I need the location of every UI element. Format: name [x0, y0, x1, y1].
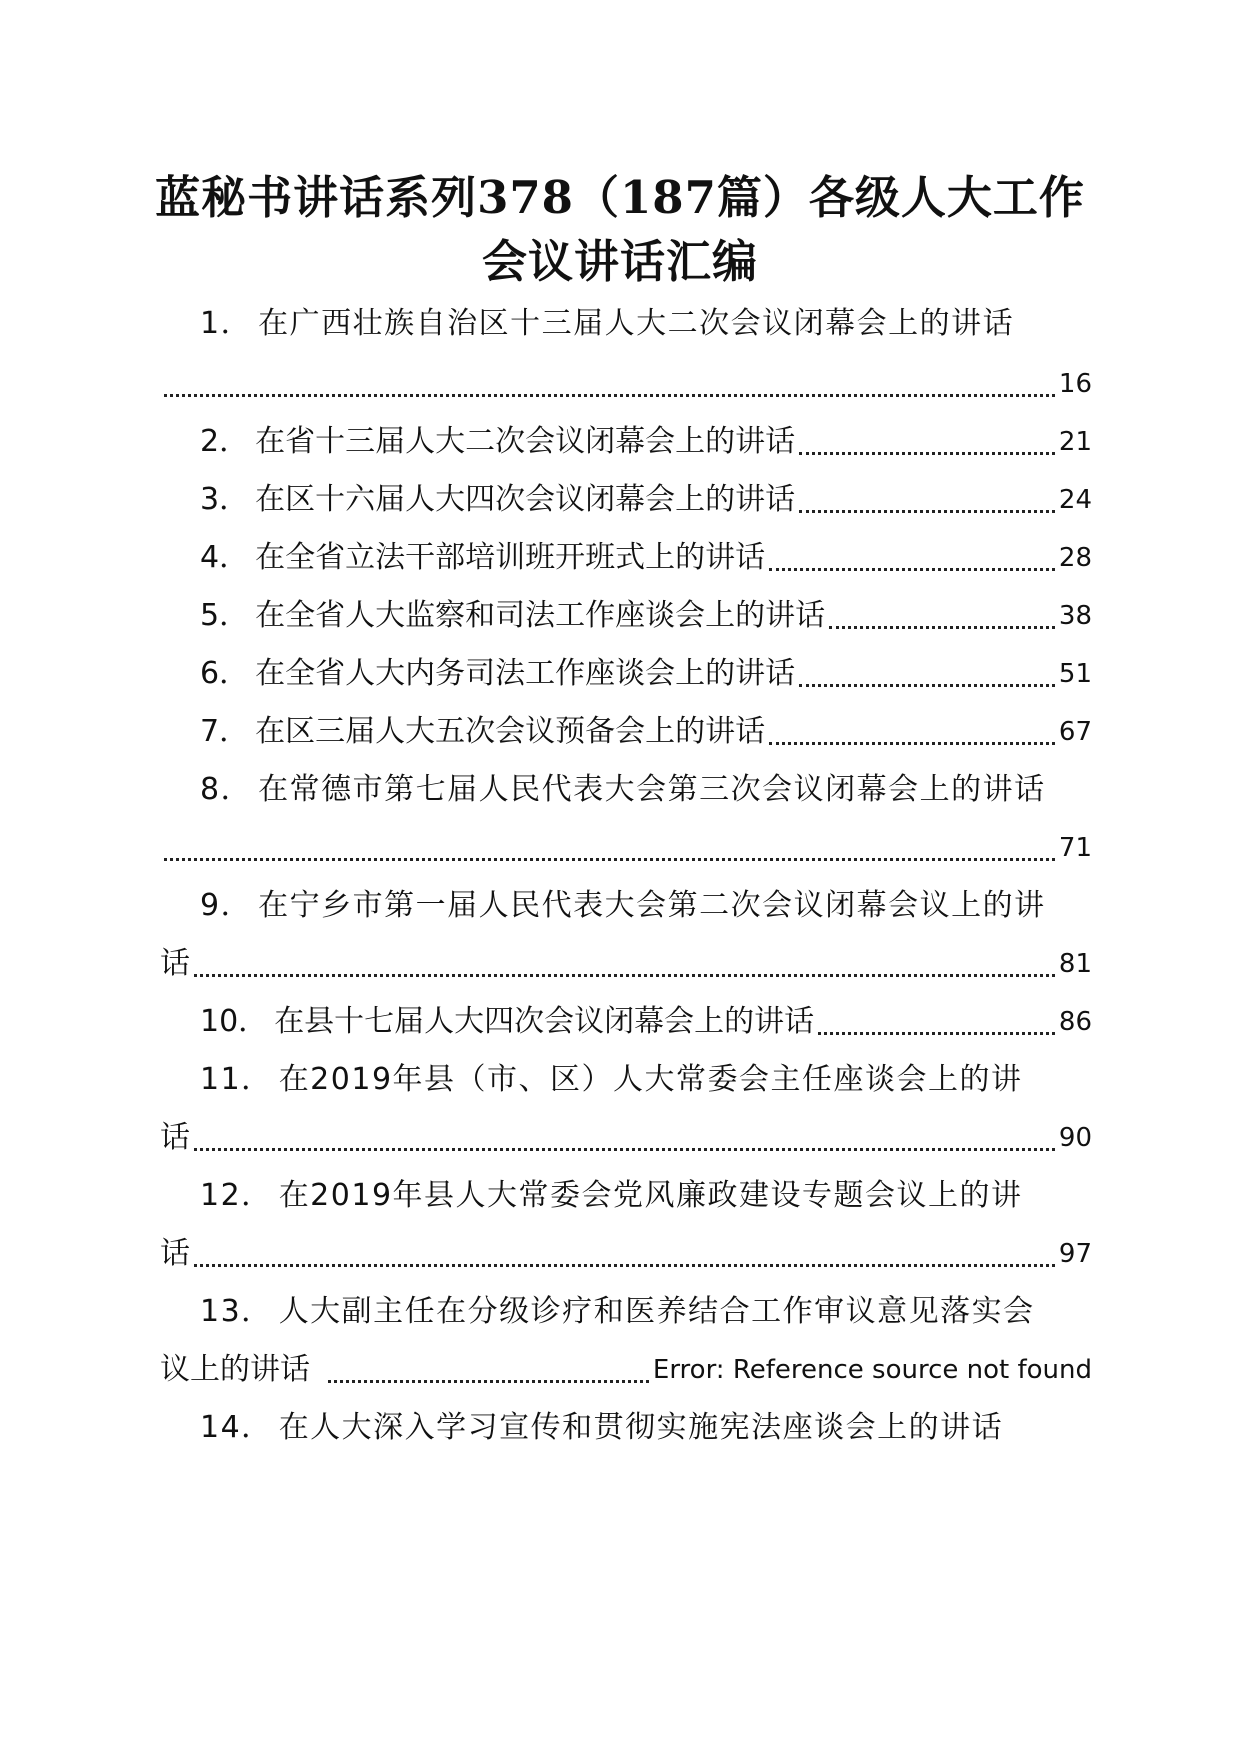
dot-leader — [799, 684, 1055, 687]
toc-entry-number: 10． — [200, 1004, 269, 1039]
toc-entry-2[interactable] — [200, 420, 1092, 464]
toc-entry-7[interactable] — [200, 710, 1092, 754]
toc-entry-title: 在宁乡市第一届人民代表大会第二次会议闭幕会议上的讲 — [258, 888, 1046, 923]
toc-entry-number: 5． — [200, 598, 250, 633]
toc-page-number: 24 — [1058, 485, 1092, 515]
dot-leader — [164, 858, 1055, 861]
toc-entry-number: 7． — [200, 714, 250, 749]
toc-entry-number: 11． — [200, 1062, 273, 1097]
toc-entry-14-title[interactable] — [200, 1406, 1092, 1450]
toc-entry-12-title[interactable] — [200, 1174, 1092, 1218]
toc-entry-9-leader[interactable] — [160, 942, 1092, 986]
toc-entry-8-leader[interactable] — [160, 826, 1092, 870]
toc-entry-8-title[interactable] — [200, 768, 1092, 812]
toc-entry-6[interactable] — [200, 652, 1092, 696]
toc-page-number: 86 — [1058, 1007, 1092, 1037]
dot-leader — [328, 1380, 649, 1383]
toc-page-number: 21 — [1058, 427, 1092, 457]
toc-entry-title: 在省十三届人大二次会议闭幕会上的讲话 — [255, 424, 796, 459]
document-title-line-2: 会议讲话汇编 — [481, 235, 758, 288]
toc-page-number: 28 — [1058, 543, 1092, 573]
toc-entry-title: 在全省人大内务司法工作座谈会上的讲话 — [255, 656, 796, 691]
toc-entry-number: 2． — [200, 424, 250, 459]
toc-entry-number: 13． — [200, 1294, 273, 1329]
dot-leader — [829, 626, 1055, 629]
toc-entry-11-title[interactable] — [200, 1058, 1092, 1102]
toc-page-number: 16 — [1058, 369, 1092, 399]
dot-leader — [194, 974, 1055, 977]
toc-entry-title: 在广西壮族自治区十三届人大二次会议闭幕会上的讲话 — [258, 306, 1015, 341]
toc-entry-title: 在全省立法干部培训班开班式上的讲话 — [255, 540, 766, 575]
toc-entry-number: 4． — [200, 540, 250, 575]
toc-entry-number: 9． — [200, 888, 253, 923]
toc-entry-title-continued: 话 — [160, 1120, 190, 1155]
toc-entry-title: 在常德市第七届人民代表大会第三次会议闭幕会上的讲话 — [258, 772, 1046, 807]
toc-entry-1-leader[interactable] — [160, 362, 1092, 406]
toc-entry-title: 在2019年县（市、区）人大常委会主任座谈会上的讲 — [278, 1062, 1023, 1097]
toc-entry-13-leader[interactable] — [160, 1348, 1092, 1392]
toc-page-number: 90 — [1058, 1123, 1092, 1153]
dot-leader — [194, 1264, 1055, 1267]
dot-leader — [799, 452, 1055, 455]
toc-entry-title-continued: 话 — [160, 946, 190, 981]
toc-entry-number: 3． — [200, 482, 250, 517]
dot-leader — [164, 394, 1055, 397]
toc-entry-title: 在区十六届人大四次会议闭幕会上的讲话 — [255, 482, 796, 517]
dot-leader — [799, 510, 1055, 513]
toc-entry-title: 在全省人大监察和司法工作座谈会上的讲话 — [255, 598, 826, 633]
toc-entry-title: 在区三届人大五次会议预备会上的讲话 — [255, 714, 766, 749]
toc-entry-12-leader[interactable] — [160, 1232, 1092, 1276]
toc-entry-5[interactable] — [200, 594, 1092, 638]
toc-entry-title: 在人大深入学习宣传和贯彻实施宪法座谈会上的讲话 — [278, 1410, 1004, 1445]
toc-entry-10[interactable] — [200, 1000, 1092, 1044]
toc-entry-title: 在县十七届人大四次会议闭幕会上的讲话 — [274, 1004, 815, 1039]
toc-entry-title-continued: 话 — [160, 1236, 190, 1271]
toc-entry-11-leader[interactable] — [160, 1116, 1092, 1160]
toc-entry-9-title[interactable] — [200, 884, 1092, 928]
toc-reference-error: Error: Reference source not found — [652, 1355, 1092, 1385]
dot-leader — [769, 742, 1055, 745]
toc-entry-number: 12． — [200, 1178, 273, 1213]
toc-page-number: 67 — [1058, 717, 1092, 747]
dot-leader — [769, 568, 1055, 571]
toc-entry-number: 1． — [200, 306, 253, 341]
document-title-line-1: 蓝秘书讲话系列378（187篇）各级人大工作 — [155, 171, 1085, 224]
toc-entry-title: 人大副主任在分级诊疗和医养结合工作审议意见落实会 — [278, 1294, 1035, 1329]
dot-leader — [818, 1032, 1055, 1035]
toc-entry-title-continued: 议上的讲话 — [160, 1352, 310, 1387]
toc-entry-13-title[interactable] — [200, 1290, 1092, 1334]
toc-entry-4[interactable] — [200, 536, 1092, 580]
toc-entry-number: 6． — [200, 656, 250, 691]
toc-page-number: 97 — [1058, 1239, 1092, 1269]
toc-entry-title: 在2019年县人大常委会党风廉政建设专题会议上的讲 — [278, 1178, 1023, 1213]
toc-page-number: 71 — [1058, 833, 1092, 863]
toc-page-number: 81 — [1058, 949, 1092, 979]
toc-page-number: 51 — [1058, 659, 1092, 689]
toc-entry-3[interactable] — [200, 478, 1092, 522]
dot-leader — [194, 1148, 1055, 1151]
toc-entry-1-title[interactable] — [200, 302, 1092, 346]
toc-entry-number: 8． — [200, 772, 253, 807]
toc-page-number: 38 — [1058, 601, 1092, 631]
toc-entry-number: 14． — [200, 1410, 273, 1445]
